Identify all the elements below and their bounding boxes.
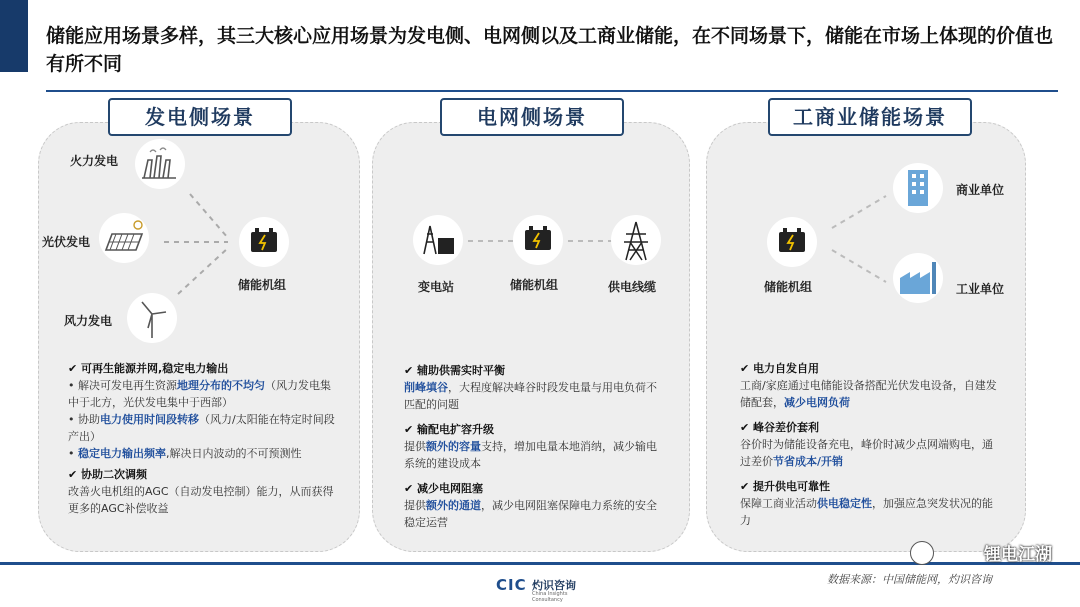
grid-link-left (466, 236, 516, 246)
label-solar: 光伏发电 (42, 235, 91, 249)
label-storage-unit: 储能机组 (764, 280, 813, 294)
panel-title-commercial: 工商业储能场景 (768, 98, 972, 136)
label-industrial-unit: 工业单位 (956, 282, 1005, 296)
label-storage-unit: 储能机组 (510, 278, 559, 292)
label-substation: 变电站 (418, 280, 455, 294)
label-thermal: 火力发电 (70, 154, 119, 168)
wechat-icon (910, 541, 934, 565)
label-commercial-unit: 商业单位 (956, 183, 1005, 197)
commercial-flow-arrows (826, 190, 896, 290)
cic-logo: CIC 灼识咨询 China Insights Consultancy (496, 576, 576, 603)
page-title: 储能应用场景多样，其三大核心应用场景为发电侧、电网侧以及工商业储能，在不同场景下，储能在市场上体现的价值也有所不同 (46, 25, 1054, 75)
title-divider (46, 90, 1058, 92)
label-wind: 风力发电 (64, 314, 113, 328)
accent-bar (0, 0, 28, 72)
battery-unit-icon (510, 214, 566, 266)
commercial-bullets: ✔ 电力自发自用 工商/家庭通过电储能设备搭配光伏发电设备，自建发储配套，减少电网负荷 ✔ 峰谷差价套利 谷价时为储能设备充电，峰价时减少点网端购电，通过差价节省成本/开销 ✔ 提升供电可靠性 保障工商业活动供电稳定性，加强应急突发状况的能力 (740, 362, 997, 527)
label-power-line: 供电线缆 (608, 280, 657, 294)
factory-icon (890, 252, 946, 304)
panel-title-grid: 电网侧场景 (440, 98, 624, 136)
office-building-icon (890, 162, 946, 214)
battery-unit-icon (764, 216, 820, 268)
power-tower-icon (608, 214, 664, 270)
generation-flow-arrows (150, 176, 240, 306)
panel-title-generation: 发电侧场景 (108, 98, 292, 136)
grid-bullets: ✔ 辅助供需实时平衡 削峰填谷，大程度解决峰谷时段发电量与用电负荷不匹配的问题 ✔ 输配电扩容升级 提供额外的容量支持，增加电量本地消纳，减少输电系统的建设成本 ✔ 减少电网阻塞 提供额外的通道，减少电网阻塞保障电力系统的安全稳定运营 (404, 364, 657, 529)
battery-unit-icon (236, 216, 292, 268)
solar-panel-icon (96, 212, 152, 264)
data-source: 数据来源：中国储能网，灼识咨询 (827, 573, 992, 586)
substation-icon (410, 214, 466, 266)
label-storage-unit: 储能机组 (238, 278, 287, 292)
watermark: 锂电江湖 (984, 545, 1052, 565)
generation-bullets: ✔ 可再生能源并网,稳定电力输出 • 解决可发电再生资源地理分布的不均匀（风力发电集中于北方，光伏发电集中于西部） • 协助电力使用时间段转移（风力/太阳能在特定时间段产出） • 稳定电力输出频率,解决日内波动的不可预测性 ✔ 协助二次调频 改善火电机组的AGC（自动发电控制）能力，从而获得更多的AGC补偿收益 (68, 362, 335, 515)
